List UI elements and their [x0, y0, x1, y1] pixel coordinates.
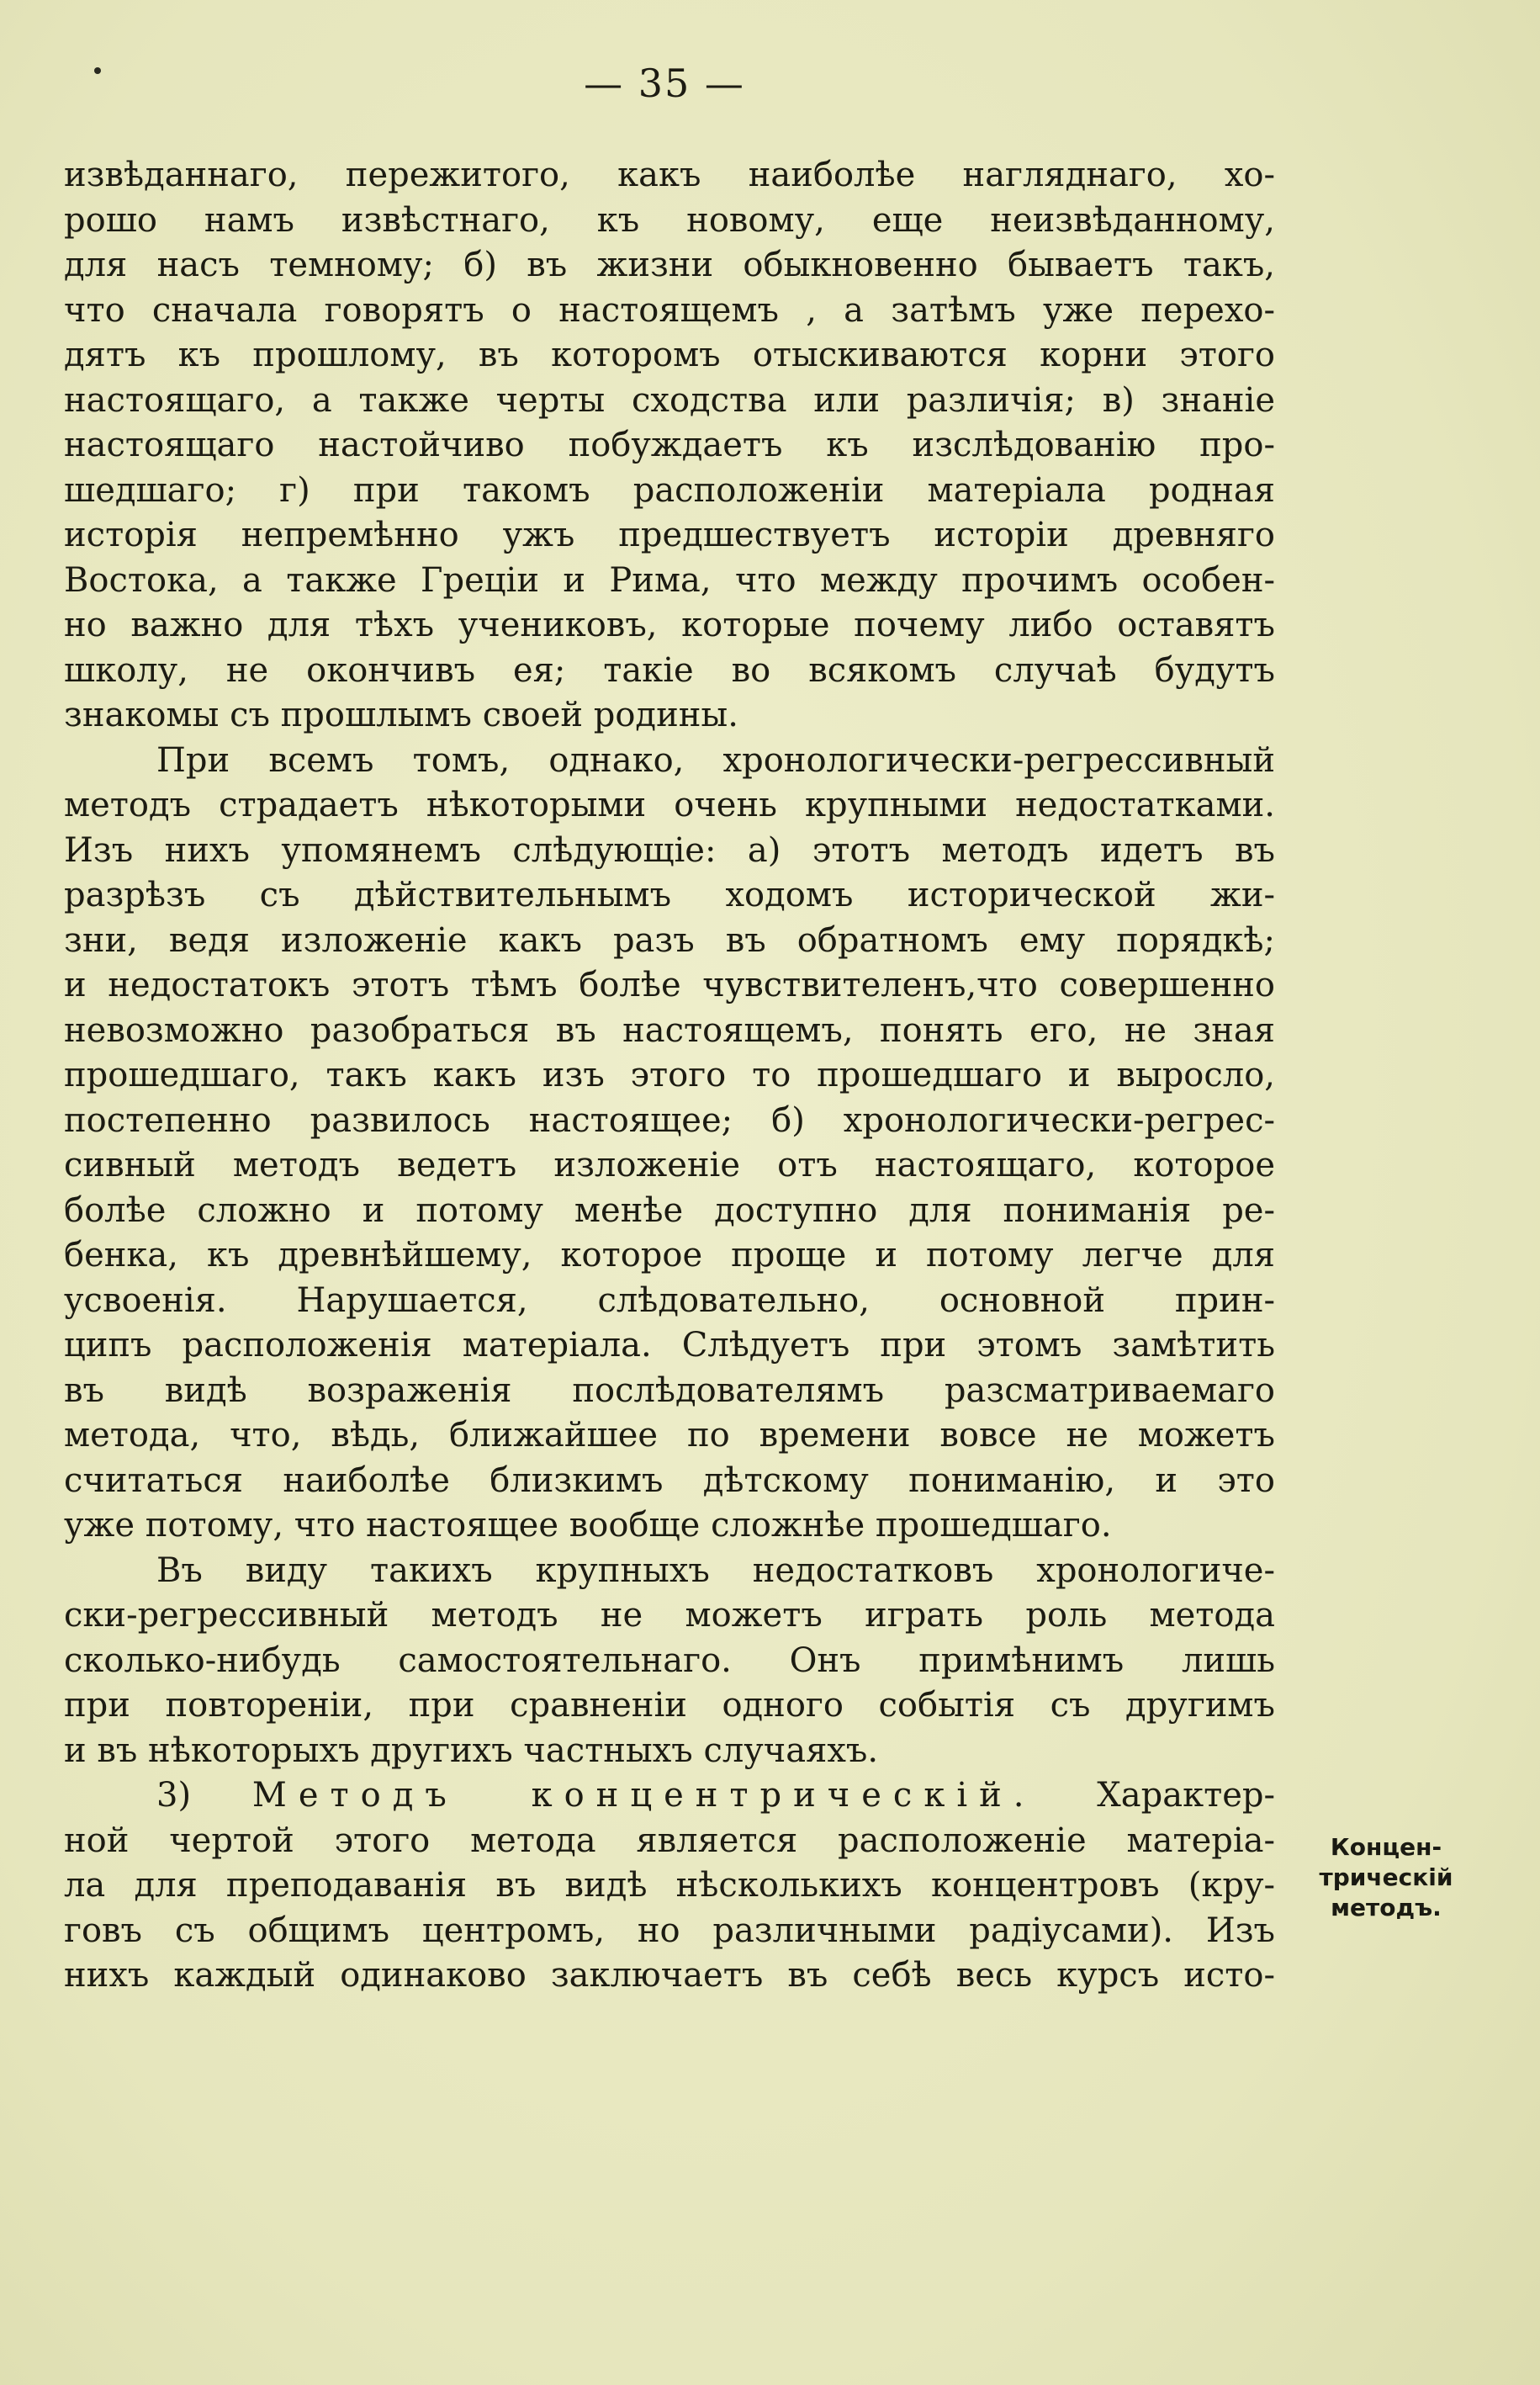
- text-line: ла для преподаванія въ видѣ нѣсколькихъ концентровъ (кру-: [64, 1866, 1275, 1905]
- text-line: ной чертой этого метода является расположеніе матеріа-: [64, 1821, 1275, 1860]
- text-line: шедшаго; г) при такомъ расположеніи матеріала родная: [64, 470, 1275, 510]
- paragraph-2: [64, 739, 1275, 1549]
- margin-note-line: методъ.: [1331, 1894, 1442, 1921]
- section-number: 3): [156, 1776, 192, 1815]
- paragraph-3: [64, 1549, 1275, 1774]
- text-line: методъ страдаетъ нѣкоторыми очень крупными недостатками.: [64, 786, 1275, 824]
- text-line: исторія непремѣнно ужъ предшествуетъ исторіи древняго: [64, 516, 1275, 554]
- text-line: при повтореніи, при сравненіи одного событія съ другимъ: [64, 1686, 1275, 1725]
- text-line: Изъ нихъ упомянемъ слѣдующіе: а) этотъ методъ идетъ въ: [64, 830, 1275, 870]
- text-line: и въ нѣкоторыхъ другихъ частныхъ случаяхъ.: [64, 1730, 879, 1770]
- text-line: рошо намъ извѣстнаго, къ новому, еще неизвѣданному,: [64, 200, 1275, 240]
- text-line: но важно для тѣхъ учениковъ, которые почему либо оставятъ: [64, 606, 1275, 644]
- text-line: метода, что, вѣдь, ближайшее по времени вовсе не можетъ: [64, 1416, 1275, 1455]
- text-line: для насъ темному; б) въ жизни обыкновенно бываетъ такъ,: [64, 246, 1275, 284]
- text-line: усвоенія. Нарушается, слѣдовательно, основной прин-: [64, 1280, 1275, 1320]
- text-line: уже потому, что настоящее вообще сложнѣе прошедшаго.: [64, 1506, 1112, 1545]
- text-line: разрѣзъ съ дѣйствительнымъ ходомъ исторической жи-: [64, 876, 1275, 914]
- text-line: школу, не окончивъ ея; такіе во всякомъ случаѣ будутъ: [64, 650, 1275, 690]
- text-line: сколько-нибудь самостоятельнаго. Онъ примѣнимъ лишь: [64, 1640, 1275, 1680]
- margin-note-line: Концен-: [1330, 1833, 1442, 1861]
- text-line: Востока, а также Греціи и Рима, что между прочимъ особен-: [64, 560, 1275, 600]
- margin-note: [1294, 1832, 1479, 1923]
- text-line: ски-регрессивный методъ не можетъ играть роль метода: [64, 1596, 1275, 1635]
- text-line: говъ съ общимъ центромъ, но различными радіусами). Изъ: [64, 1911, 1275, 1950]
- section-first-line-rest: Характер-: [1097, 1776, 1275, 1815]
- text-line: Въ виду такихъ крупныхъ недостатковъ хронологиче-: [156, 1550, 1275, 1590]
- page-number: — 35 —: [584, 61, 745, 106]
- body-text: [64, 153, 1275, 1999]
- text-line: ципъ расположенія матеріала. Слѣдуетъ при этомъ замѣтить: [64, 1326, 1275, 1365]
- text-line: болѣе сложно и потому менѣе доступно для пониманія ре-: [64, 1190, 1275, 1230]
- text-line: сивный методъ ведетъ изложеніе отъ настоящаго, которое: [64, 1146, 1275, 1185]
- text-line: въ видѣ возраженія послѣдователямъ разсматриваемаго: [64, 1370, 1275, 1410]
- text-line: и недостатокъ этотъ тѣмъ болѣе чувствителенъ,что совершенно: [64, 966, 1275, 1004]
- text-line: дятъ къ прошлому, въ которомъ отыскиваются корни этого: [64, 336, 1275, 374]
- paragraph-1: [64, 153, 1275, 739]
- text-line: При всемъ томъ, однако, хронологически-регрессивный: [156, 740, 1275, 780]
- text-line: извѣданнаго, пережитого, какъ наиболѣе нагляднаго, хо-: [64, 156, 1275, 194]
- section-heading-line: [64, 1773, 1275, 1819]
- text-line: прошедшаго, такъ какъ изъ этого то прошедшаго и выросло,: [64, 1056, 1275, 1094]
- text-line: невозможно разобраться въ настоящемъ, понять его, не зная: [64, 1010, 1275, 1050]
- text-line: настоящаго настойчиво побуждаетъ къ изслѣдованію про-: [64, 426, 1275, 464]
- text-line: настоящаго, а также черты сходства или различія; в) знаніе: [64, 380, 1275, 420]
- text-line: зни, ведя изложеніе какъ разъ въ обратномъ ему порядкѣ;: [64, 920, 1275, 960]
- section-concentric: [64, 1773, 1275, 1999]
- text-line: нихъ каждый одинаково заключаетъ въ себѣ весь курсъ исто-: [64, 1956, 1275, 1995]
- section-title: Методъ концентрическій.: [251, 1776, 1036, 1815]
- text-line: считаться наиболѣе близкимъ дѣтскому пониманію, и это: [64, 1460, 1275, 1500]
- text-line: знакомы съ прошлымъ своей родины.: [64, 696, 738, 734]
- margin-note-line: трическій: [1319, 1863, 1453, 1891]
- text-line: бенка, къ древнѣйшему, которое проще и потому легче для: [64, 1236, 1275, 1275]
- text-line: что сначала говорятъ о настоящемъ , а затѣмъ уже перехо-: [64, 290, 1275, 330]
- text-line: постепенно развилось настоящее; б) хронологически-регрес-: [64, 1100, 1275, 1140]
